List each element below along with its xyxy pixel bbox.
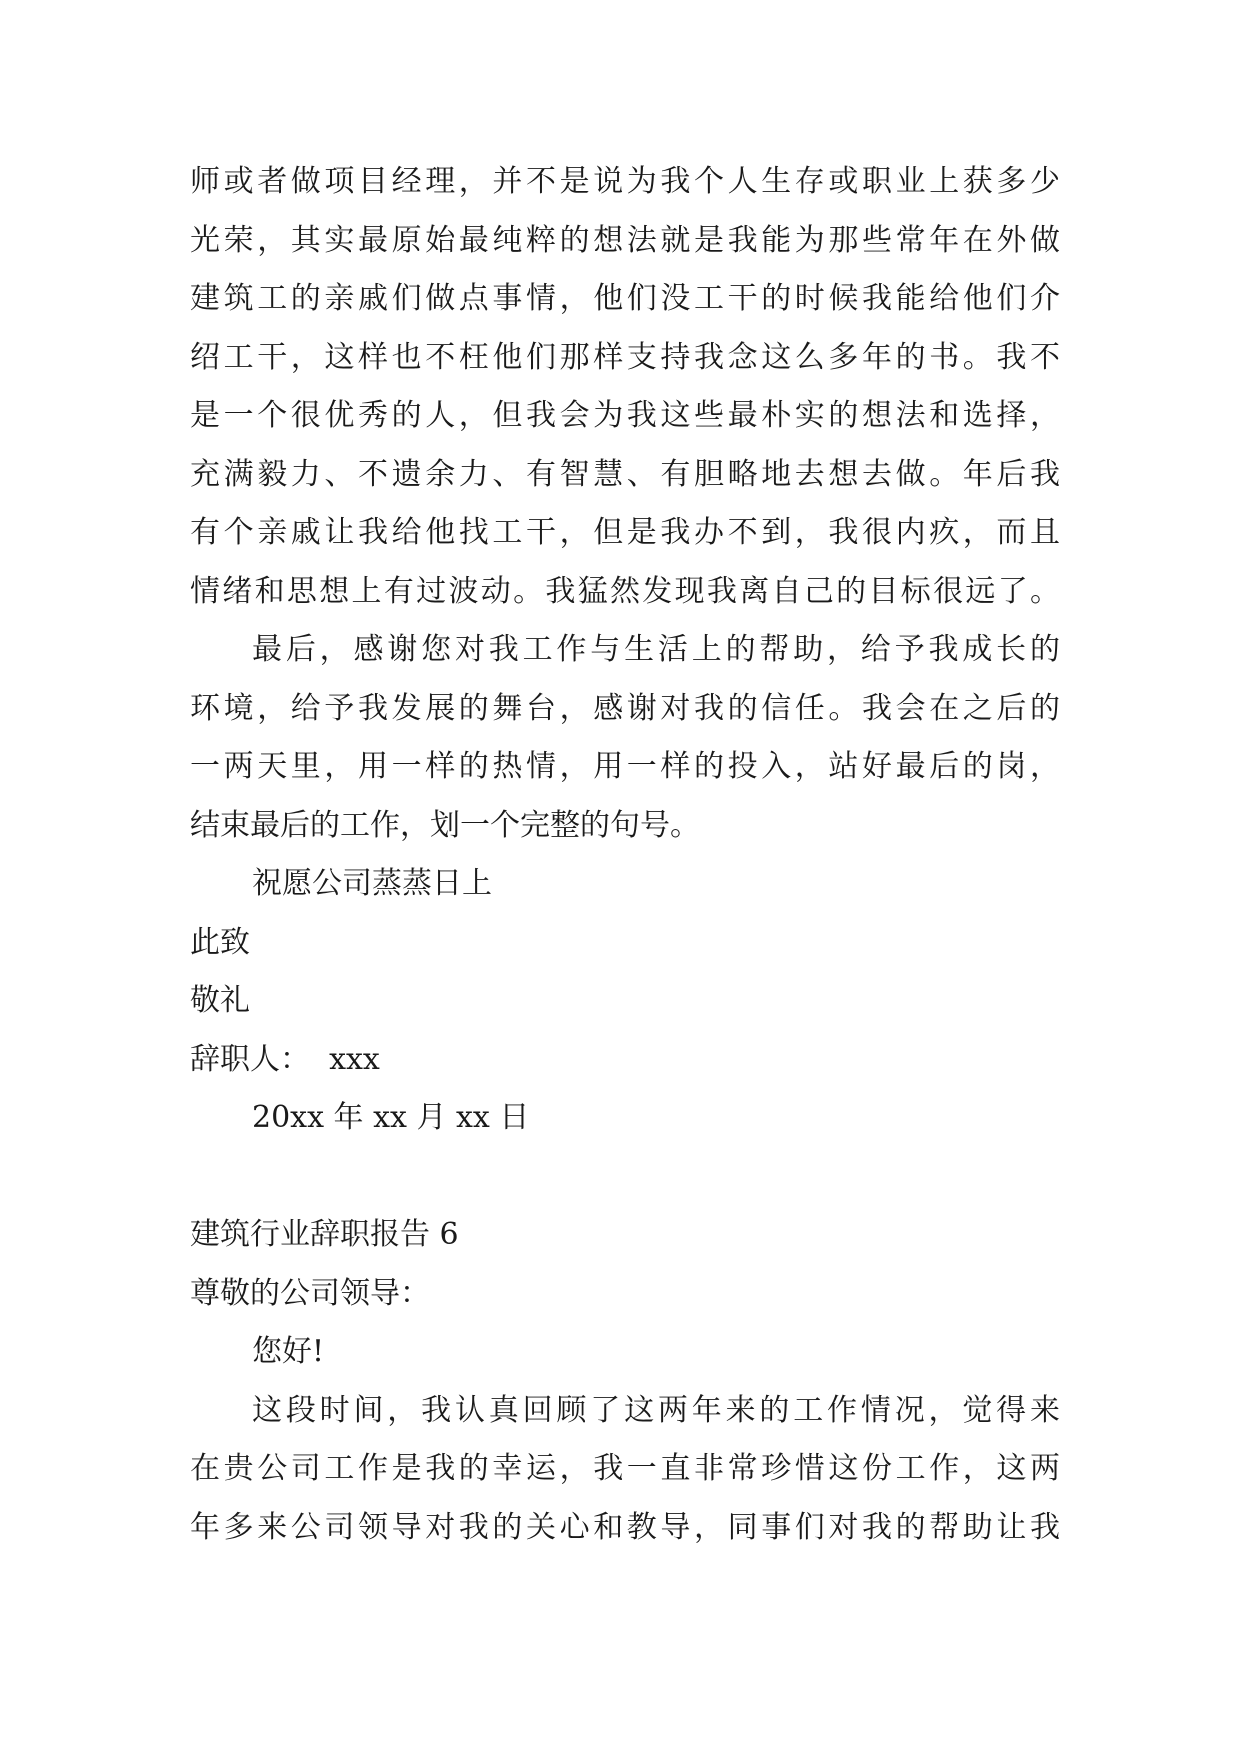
paragraph-line: 有个亲戚让我给他找工干，但是我办不到，我很内疚，而且 bbox=[190, 515, 1060, 550]
thanks-paragraph bbox=[190, 621, 1060, 855]
paragraph-line: 一两天里，用一样的热情，用一样的投入，站好最后的岗， bbox=[190, 749, 1060, 784]
paragraph-line: 建筑工的亲戚们做点事情，他们没工干的时候我能给他们介 bbox=[190, 281, 1060, 316]
continued-paragraph bbox=[190, 153, 1060, 621]
section-gap bbox=[190, 1148, 1060, 1207]
paragraph-line: 结束最后的工作，划一个完整的句号。 bbox=[190, 807, 700, 843]
paragraph-line: 在贵公司工作是我的幸运，我一直非常珍惜这份工作，这两 bbox=[190, 1451, 1060, 1486]
closing-line-2: 敬礼 bbox=[190, 983, 250, 1018]
paragraph-line: 年多来公司领导对我的关心和教导，同事们对我的帮助让我 bbox=[190, 1509, 1060, 1545]
paragraph-line: 环境，给予我发展的舞台，感谢对我的信任。我会在之后的 bbox=[190, 690, 1060, 726]
signer-line: 辞职人： xxx bbox=[190, 1041, 380, 1077]
paragraph-line: 是一个很优秀的人，但我会为我这些最朴实的想法和选择， bbox=[190, 398, 1060, 433]
wish-line: 祝愿公司蒸蒸日上 bbox=[252, 866, 492, 901]
paragraph-line: 充满毅力、不遗余力、有智慧、有胆略地去想去做。年后我 bbox=[190, 456, 1060, 492]
paragraph-line: 情绪和思想上有过波动。我猛然发现我离自己的目标很远了。 bbox=[190, 573, 1060, 609]
paragraph-line: 绍工干，这样也不枉他们那样支持我念这么多年的书。我不 bbox=[190, 339, 1060, 375]
document-body bbox=[190, 153, 1060, 1557]
paragraph-line: 最后，感谢您对我工作与生活上的帮助，给予我成长的 bbox=[252, 632, 1060, 667]
closing-line-1: 此致 bbox=[190, 924, 250, 960]
paragraph-line: 这段时间，我认真回顾了这两年来的工作情况，觉得来 bbox=[252, 1392, 1060, 1428]
date-line: 20xx 年 xx 月 xx 日 bbox=[252, 1100, 530, 1135]
greeting-line: 您好! bbox=[252, 1334, 325, 1369]
section-title: 建筑行业辞职报告 6 bbox=[190, 1217, 459, 1252]
paragraph-line: 光荣，其实最原始最纯粹的想法就是我能为那些常年在外做 bbox=[190, 222, 1060, 258]
paragraph-line: 师或者做项目经理，并不是说为我个人生存或职业上获多少 bbox=[190, 164, 1060, 199]
salutation-line: 尊敬的公司领导： bbox=[190, 1275, 430, 1311]
body-paragraph bbox=[190, 1382, 1060, 1558]
